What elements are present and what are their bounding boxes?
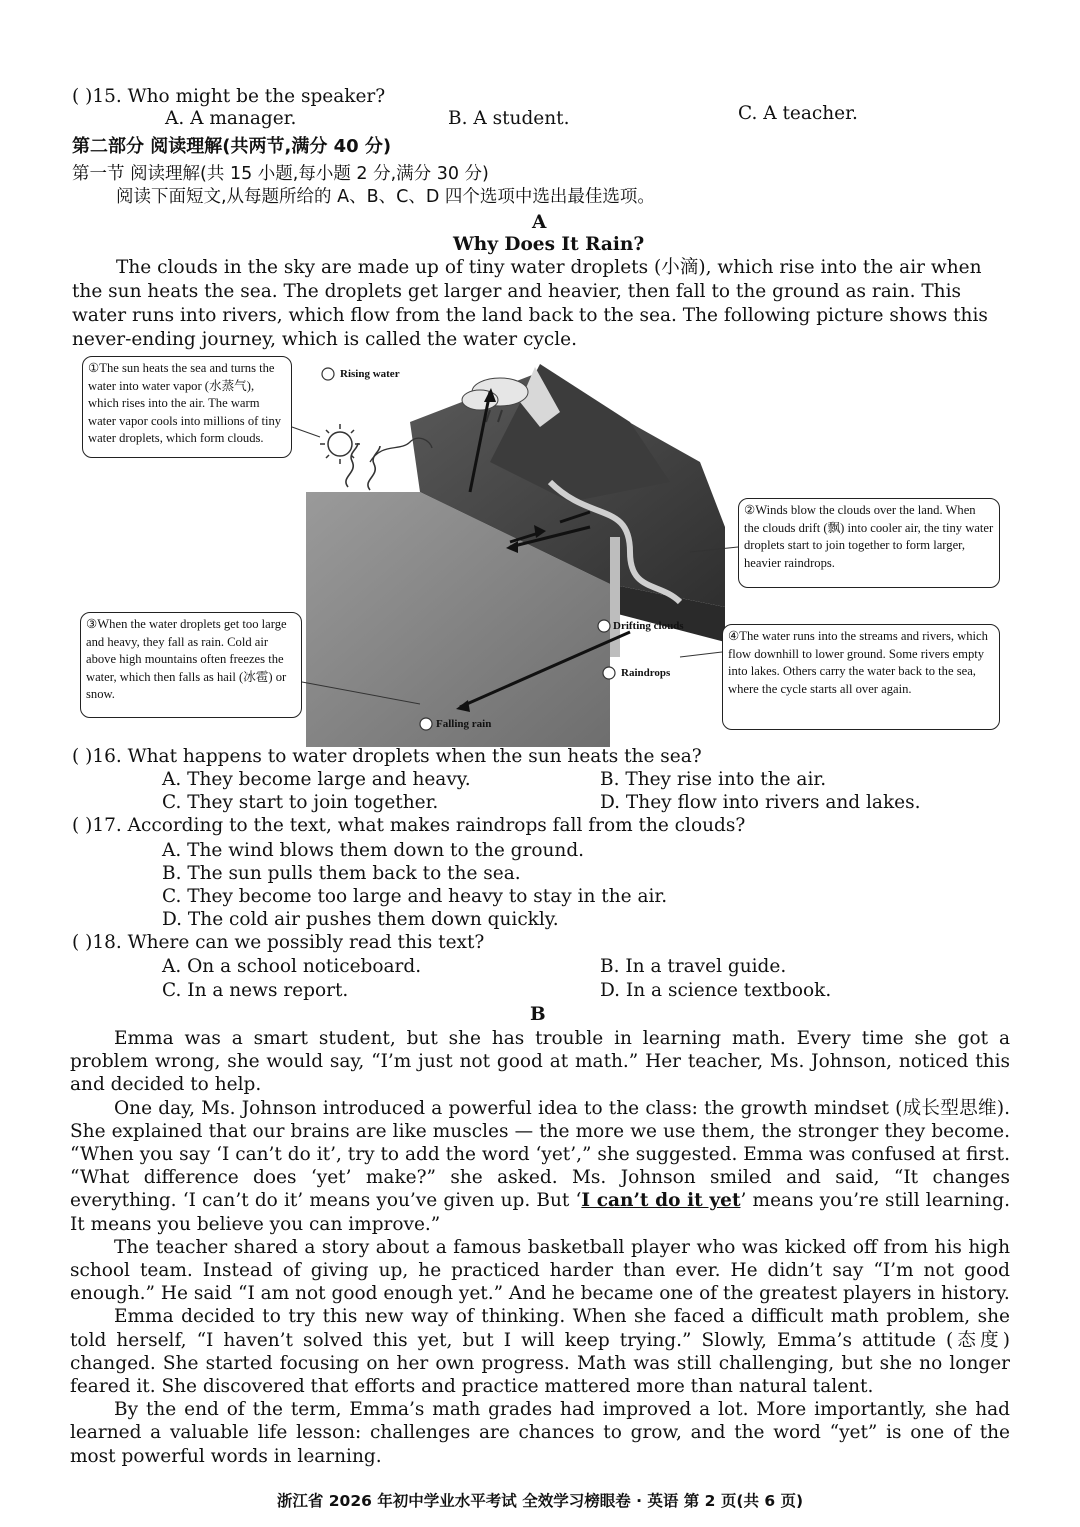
q16-stem: ( )16. What happens to water droplets when the sun heats the sea? [72,746,702,767]
passage-b-body [70,1027,1010,1468]
passage-b-paragraph-5: By the end of the term, Emma’s math grades had improved a lot. More importantly, she had learned a valuable life lesson: challenges are chances to grow, and the word “yet” is one of the most powerful words in learning. [70,1399,1010,1467]
passage-a-line-2: the sun heats the sea. The droplets get larger and heavier, then fall to the ground as rain. This [72,281,962,302]
q16-option-b: B. They rise into the air. [600,769,827,790]
callout-step-2: ②Winds blow the clouds over the land. When the clouds drift (飘) into cooler air, the tiny water droplets start to join together to form larger, heavier raindrops. [738,498,1000,588]
q16-option-c: C. They start to join together. [162,792,439,813]
q17-option-b: B. The sun pulls them back to the sea. [162,863,521,884]
reading-instruction: 阅读下面短文,从每题所给的 A、B、C、D 四个选项中选出最佳选项。 [116,187,655,207]
section1-title: 第一节 阅读理解(共 15 小题,每小题 2 分,满分 30 分) [72,164,489,184]
q18-stem: ( )18. Where can we possibly read this text? [72,932,485,953]
passage-a-line-3: water runs into rivers, which flow from the land back to the sea. The following picture shows this [72,305,988,326]
passage-a-title: Why Does It Rain? [453,234,645,255]
water-cycle-diagram [70,352,1010,747]
label-raindrops: Raindrops [621,667,671,679]
passage-b-paragraph-4: Emma decided to try this new way of thinking. When she faced a difficult math problem, she told herself, “I haven’t solved this yet, but I will keep trying.” Slowly, Emma’s attitude (态度) changed. She started focusing on her own progress. Math was still challenging, but she no longer feared it. She discovered that efforts and practice mattered more than natural talent. [70,1306,1010,1398]
passage-a-letter: A [532,212,547,233]
q15-option-a: A. A manager. [165,108,297,129]
q15-stem: ( )15. Who might be the speaker? [72,86,386,107]
passage-b-letter: B [530,1004,546,1025]
passage-a-line-4: never-ending journey, which is called the water cycle. [72,329,577,350]
underlined-phrase: I can’t do it yet [581,1190,741,1212]
q18-option-b: B. In a travel guide. [600,956,787,977]
part2-title: 第二部分 阅读理解(共两节,满分 40 分) [72,136,392,157]
q18-option-a: A. On a school noticeboard. [162,956,422,977]
label-rising-water: Rising water [340,368,400,380]
callout-step-3: ③When the water droplets get too large and heavy, they fall as rain. Cold air above high mountains often freezes the water, which then falls as hail (冰雹) or snow. [80,612,302,718]
passage-b-paragraph-2 [70,1097,1010,1236]
q17-option-c: C. They become too large and heavy to stay in the air. [162,886,668,907]
q16-option-a: A. They become large and heavy. [162,769,471,790]
label-drifting-clouds: Drifting clouds [613,620,684,632]
callout-step-1: ①The sun heats the sea and turns the water into water vapor (水蒸气), which rises into the air. The warm water vapor cools into millions of tiny water droplets, which form clouds. [82,356,292,458]
paragraph-2-text-b: ’ means you’re still learning. It means you believe you can improve.” [70,1190,1010,1235]
passage-b-paragraph-1: Emma was a smart student, but she has trouble in learning math. Every time she got a problem wrong, she would say, “I’m just not good at math.” Her teacher, Ms. Johnson, noticed this and decided to help. [70,1028,1010,1096]
label-falling-rain: Falling rain [436,718,492,730]
page-footer: 浙江省 2026 年初中学业水平考试 全效学习榜眼卷 · 英语 第 2 页(共 6 页) [276,1492,804,1510]
q17-option-d: D. The cold air pushes them down quickly. [162,909,559,930]
q15-option-b: B. A student. [448,108,570,129]
q17-option-a: A. The wind blows them down to the ground. [162,840,585,861]
q17-stem: ( )17. According to the text, what makes raindrops fall from the clouds? [72,815,746,836]
callout-step-4: ④The water runs into the streams and rivers, which flow downhill to lower ground. Some rivers empty into lakes. Others carry the water back to the sea, where the cycle starts all over again. [722,624,1000,730]
passage-b-paragraph-3: The teacher shared a story about a famous basketball player who was kicked off from his high school team. Instead of giving up, he practiced harder than ever. He didn’t say “I’m not good enough.” He said “I am not good enough yet.” And he became one of the greatest players in history. [70,1236,1010,1305]
q18-option-c: C. In a news report. [162,980,349,1001]
q18-option-d: D. In a science textbook. [600,980,832,1001]
q15-option-c: C. A teacher. [738,103,858,124]
q16-option-d: D. They flow into rivers and lakes. [600,792,921,813]
paragraph-2-text-a: One day, Ms. Johnson introduced a powerful idea to the class: the growth mindset (成长型思维). She explained that our brains are like muscles — the more we use them, the stronger they become. “When you say ‘I can’t do it’, try to add the word ‘yet’,” she suggested. Emma was confused at first. “What difference does ‘yet’ make?” she asked. Ms. Johnson smiled and said, “It changes everything. ‘I can’t do it’ means you’ve given up. But ‘ [70,1097,1010,1212]
passage-a-line-1: The clouds in the sky are made up of tiny water droplets (小滴), which rise into the air when [116,257,982,278]
